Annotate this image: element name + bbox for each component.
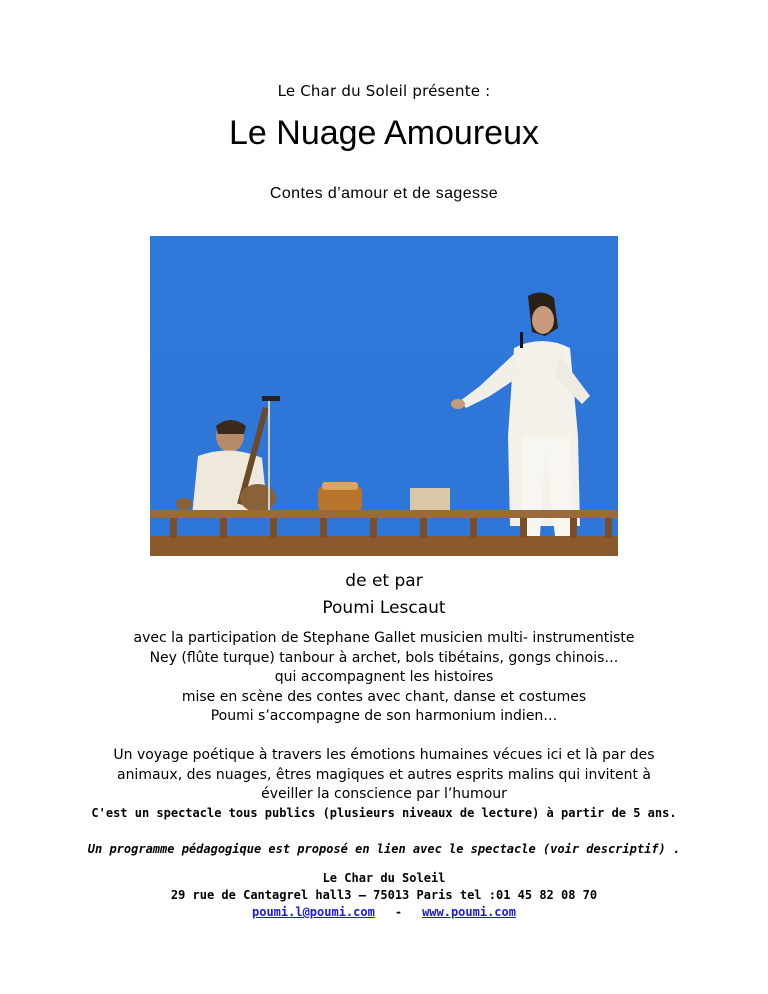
performance-photo [150,236,618,556]
website-link[interactable]: www.poumi.com [422,905,516,919]
stage-illustration [150,236,618,556]
details-block [0,629,768,727]
contact-name: Le Char du Soleil [322,871,446,885]
description-line: éveiller la conscience par l’humour [261,786,507,802]
intro-text: Le Char du Soleil présente : [277,82,491,100]
contact-block [0,870,768,921]
link-separator: - [394,905,403,919]
credits-heading: de et par [345,571,423,591]
details-line: mise en scène des contes avec chant, danse et costumes [181,688,587,705]
page-subtitle: Contes d’amour et de sagesse [269,185,499,202]
program-note: Un programme pédagogique est proposé en lien avec le spectacle (voir descriptif) . [87,842,681,856]
details-line: Ney (flûte turque) tanbour à archet, bols tibétains, gongs chinois… [149,649,619,666]
email-link[interactable]: poumi.l@poumi.com [252,905,375,919]
details-line: qui accompagnent les histoires [274,669,494,685]
contact-address: 29 rue de Cantagrel hall3 – 75013 Paris tel :01 45 82 08 70 [170,888,598,902]
description-line: animaux, des nuages, êtres magiques et autres esprits malins qui invitent à [116,766,652,783]
description-block [0,746,768,805]
page-title: Le Nuage Amoureux [229,114,539,152]
description-line: Un voyage poétique à travers les émotions humaines vécues ici et là par des [113,747,655,763]
details-line: avec la participation de Stephane Gallet musicien multi- instrumentiste [133,630,635,646]
author-name: Poumi Lescaut [322,598,446,618]
details-line: Poumi s’accompagne de son harmonium indien… [210,708,558,724]
contact-links [0,904,768,921]
audience-note: C'est un spectacle tous publics (plusieurs niveaux de lecture) à partir de 5 ans. [91,806,677,820]
